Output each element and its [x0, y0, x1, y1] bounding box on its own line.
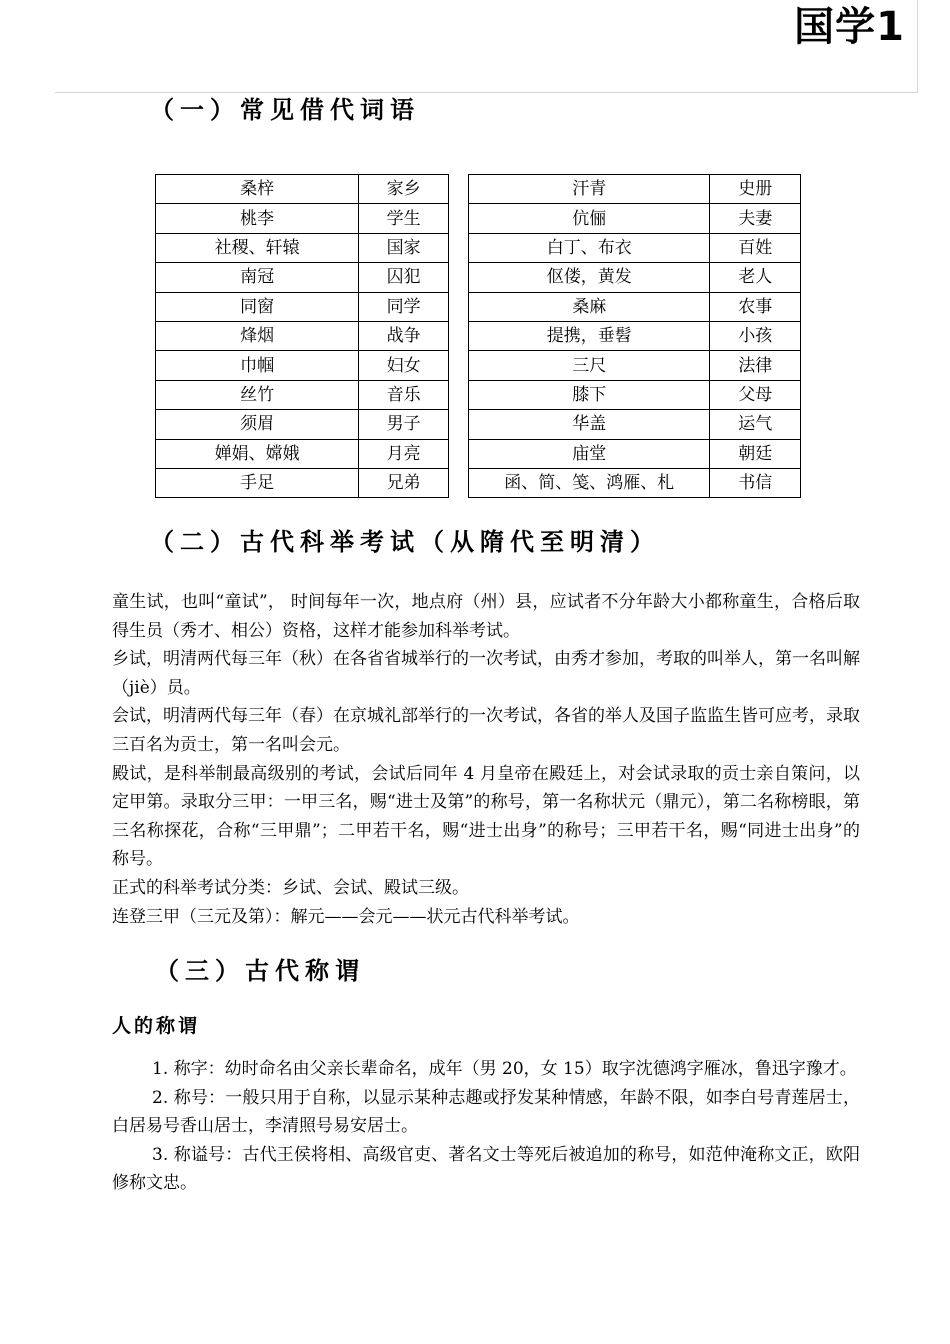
meaning-cell: 同学 — [359, 292, 449, 321]
term-cell: 巾帼 — [156, 351, 359, 380]
meaning-cell: 史册 — [710, 175, 801, 204]
term-cell: 南冠 — [156, 263, 359, 292]
header-rule — [55, 92, 917, 93]
term-cell: 函、简、笺、鸿雁、札 — [469, 468, 710, 497]
section-1-title: （一）常见借代词语 — [150, 96, 420, 124]
table-row — [469, 468, 801, 497]
meaning-cell: 战争 — [359, 321, 449, 350]
table-row — [156, 380, 449, 409]
table-row — [469, 439, 801, 468]
meaning-cell: 月亮 — [359, 439, 449, 468]
term-cell: 伛偻，黄发 — [469, 263, 710, 292]
term-cell: 华盖 — [469, 410, 710, 439]
term-cell: 庙堂 — [469, 439, 710, 468]
table-row — [469, 410, 801, 439]
table-row — [156, 351, 449, 380]
term-cell: 桑麻 — [469, 292, 710, 321]
table-row — [469, 380, 801, 409]
table-row — [469, 321, 801, 350]
meaning-cell: 书信 — [710, 468, 801, 497]
term-cell: 同窗 — [156, 292, 359, 321]
table-row — [156, 204, 449, 233]
meaning-cell: 囚犯 — [359, 263, 449, 292]
term-cell: 桑梓 — [156, 175, 359, 204]
term-cell: 汗青 — [469, 175, 710, 204]
meaning-cell: 小孩 — [710, 321, 801, 350]
right-terms-table — [468, 174, 801, 498]
term-cell: 膝下 — [469, 380, 710, 409]
meaning-cell: 男子 — [359, 410, 449, 439]
term-cell: 手足 — [156, 468, 359, 497]
meaning-cell: 老人 — [710, 263, 801, 292]
section-3-body — [112, 1055, 860, 1198]
table-row — [469, 263, 801, 292]
meaning-cell: 法律 — [710, 351, 801, 380]
paragraph: 殿试，是科举制最高级别的考试，会试后同年 4 月皇帝在殿廷上，对会试录取的贡士亲自策问，以定甲第。录取分三甲：一甲三名，赐“进士及第”的称号，第一名称状元（鼎元），第二名称榜眼，第三名称探花，合称“三甲鼎”；二甲若干名，赐“进士出身”的称号；三甲若干名，赐“同进士出身”的称号。 — [112, 763, 860, 870]
term-cell: 伉俪 — [469, 204, 710, 233]
term-cell: 提携，垂髫 — [469, 321, 710, 350]
table-row — [156, 263, 449, 292]
table-row — [156, 410, 449, 439]
term-cell: 烽烟 — [156, 321, 359, 350]
list-item: 2. 称号：一般只用于自称，以显示某种志趣或抒发某种情感，年龄不限，如李白号青莲居士，白居易号香山居士，李清照号易安居士。 — [112, 1087, 860, 1137]
meaning-cell: 朝廷 — [710, 439, 801, 468]
meaning-cell: 音乐 — [359, 380, 449, 409]
table-row — [469, 233, 801, 262]
paragraph: 会试，明清两代每三年（春）在京城礼部举行的一次考试，各省的举人及国子监监生皆可应考，录取三百名为贡士，第一名叫会元。 — [112, 706, 860, 755]
meaning-cell: 农事 — [710, 292, 801, 321]
meaning-cell: 妇女 — [359, 351, 449, 380]
paragraph: 连登三甲（三元及第）：解元——会元——状元古代科举考试。 — [112, 906, 580, 927]
page-header-title: 国学1 — [794, 4, 905, 50]
section-3-title: （三）古代称谓 — [155, 957, 365, 985]
table-row — [469, 292, 801, 321]
list-item: 3. 称谥号：古代王侯将相、高级官吏、著名文士等死后被追加的称号，如范仲淹称文正，欧阳修称文忠。 — [112, 1144, 860, 1194]
meaning-cell: 学生 — [359, 204, 449, 233]
table-row — [156, 321, 449, 350]
paragraph: 乡试，明清两代每三年（秋）在各省省城举行的一次考试，由秀才参加，考取的叫举人，第一名叫解（jiè）员。 — [112, 649, 860, 698]
term-cell: 丝竹 — [156, 380, 359, 409]
term-cell: 桃李 — [156, 204, 359, 233]
section-2-title: （二）古代科举考试（从隋代至明清） — [150, 528, 660, 556]
table-row — [469, 204, 801, 233]
table-row — [156, 439, 449, 468]
table-row — [156, 233, 449, 262]
table-row — [469, 175, 801, 204]
term-cell: 社稷、轩辕 — [156, 233, 359, 262]
meaning-cell: 夫妻 — [710, 204, 801, 233]
paragraph: 正式的科举考试分类：乡试、会试、殿试三级。 — [112, 877, 469, 898]
meaning-cell: 父母 — [710, 380, 801, 409]
list-item: 1. 称字：幼时命名由父亲长辈命名，成年（男 20，女 15）取字沈德鸿字雁冰，鲁迅字豫才。 — [152, 1059, 857, 1079]
header-vertical-rule — [917, 0, 918, 93]
meaning-cell: 国家 — [359, 233, 449, 262]
meaning-cell: 家乡 — [359, 175, 449, 204]
table-row — [156, 175, 449, 204]
section-2-body — [112, 588, 860, 931]
term-cell: 白丁、布衣 — [469, 233, 710, 262]
table-row — [469, 351, 801, 380]
meaning-cell: 兄弟 — [359, 468, 449, 497]
table-row — [156, 468, 449, 497]
meaning-cell: 百姓 — [710, 233, 801, 262]
paragraph: 童生试，也叫“童试”， 时间每年一次，地点府（州）县，应试者不分年龄大小都称童生，合格后取得生员（秀才、相公）资格，这样才能参加科举考试。 — [112, 592, 860, 641]
term-cell: 婵娟、嫦娥 — [156, 439, 359, 468]
meaning-cell: 运气 — [710, 410, 801, 439]
left-terms-table — [155, 174, 449, 498]
section-3-subtitle: 人的称谓 — [112, 1015, 201, 1037]
term-cell: 须眉 — [156, 410, 359, 439]
term-cell: 三尺 — [469, 351, 710, 380]
table-row — [156, 292, 449, 321]
